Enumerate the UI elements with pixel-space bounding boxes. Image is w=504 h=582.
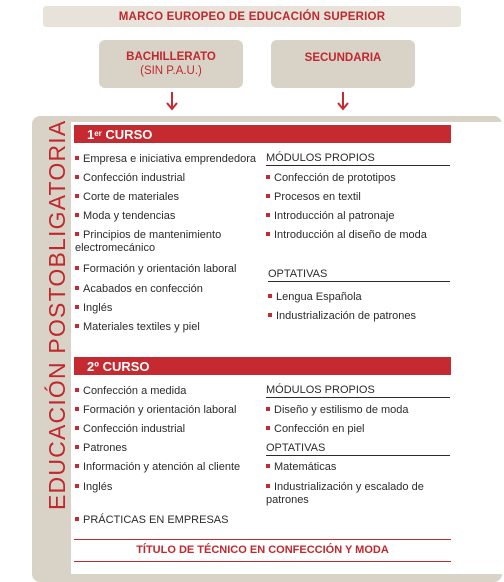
list-item: Corte de materiales [75, 191, 179, 204]
entry-title: SECUNDARIA [304, 52, 382, 64]
list-item: Confección a medida [75, 385, 186, 398]
optional-heading: OPTATIVAS [268, 268, 450, 282]
bullet-icon [75, 484, 79, 488]
list-item: Diseño y estilismo de moda [266, 404, 409, 417]
entry-box-secundaria [271, 40, 415, 88]
course1-number: 1 [87, 126, 95, 142]
practice-item: PRÁCTICAS EN EMPRESAS [75, 514, 228, 527]
list-item: Principios de mantenimiento electromecánico [75, 229, 222, 254]
bullet-icon [266, 484, 270, 488]
entry-subtitle: (SIN P.A.U.) [140, 65, 202, 77]
bullet-icon [75, 286, 79, 290]
course2-header: 2º CURSO [74, 357, 451, 375]
list-item: Confección industrial [75, 172, 185, 185]
list-item: Matemáticas [266, 461, 336, 474]
bullet-icon [75, 407, 79, 411]
bullet-icon [266, 232, 270, 236]
bullet-icon [75, 324, 79, 328]
bullet-icon [75, 175, 79, 179]
list-item: Materiales textiles y piel [75, 321, 200, 334]
list-item: Empresa e iniciativa emprendedora [75, 153, 256, 166]
down-arrow-icon [165, 92, 179, 112]
footer-title: TÍTULO DE TÉCNICO EN CONFECCIÓN Y MODA [136, 544, 389, 556]
entry-title: BACHILLERATO [126, 51, 216, 63]
bullet-icon [75, 517, 79, 521]
bullet-icon [75, 445, 79, 449]
bullet-icon [75, 388, 79, 392]
divider [74, 561, 451, 562]
bullet-icon [266, 407, 270, 411]
list-item: Introducción al diseño de moda [266, 229, 427, 242]
list-item: Confección en piel [266, 423, 365, 436]
list-item: Inglés [75, 302, 112, 315]
modules-heading: MÓDULOS PROPIOS [266, 152, 450, 166]
list-item: Inglés [75, 481, 112, 494]
list-item: Lengua Española [268, 291, 362, 304]
course1-word: CURSO [101, 126, 153, 142]
list-item: Introducción al patronaje [266, 210, 394, 223]
list-item: Patrones [75, 442, 127, 455]
down-arrow-icon [336, 92, 350, 112]
bullet-icon [75, 213, 79, 217]
bullet-icon [268, 313, 272, 317]
course1-superscript: er [94, 128, 102, 138]
bullet-icon [75, 464, 79, 468]
list-item: Confección industrial [75, 423, 185, 436]
list-item: Industrialización y escalado de patrones [266, 481, 424, 506]
bullet-icon [75, 156, 79, 160]
optional-heading: OPTATIVAS [266, 442, 450, 456]
bullet-icon [75, 305, 79, 309]
modules-heading: MÓDULOS PROPIOS [266, 384, 450, 398]
bullet-icon [75, 426, 79, 430]
bullet-icon [75, 232, 79, 236]
divider [74, 539, 451, 540]
entry-box-bachillerato [99, 40, 243, 88]
list-item: Información y atención al cliente [75, 461, 240, 474]
list-item: Industrialización de patrones [268, 310, 416, 323]
list-item: Confección de prototipos [266, 172, 396, 185]
bullet-icon [75, 194, 79, 198]
list-item: Formación y orientación laboral [75, 263, 236, 276]
connector-stem [255, 576, 259, 582]
list-item: Procesos en textil [266, 191, 361, 204]
list-item: Formación y orientación laboral [75, 404, 236, 417]
bullet-icon [268, 294, 272, 298]
side-label: EDUCACIÓN POSTOBLIGATORIA [44, 119, 70, 510]
bullet-icon [266, 464, 270, 468]
course1-header [74, 125, 451, 143]
list-item: Moda y tendencias [75, 210, 175, 223]
bullet-icon [266, 426, 270, 430]
bullet-icon [266, 175, 270, 179]
bullet-icon [266, 213, 270, 217]
bullet-icon [266, 194, 270, 198]
bullet-icon [75, 266, 79, 270]
framework-banner: MARCO EUROPEO DE EDUCACIÓN SUPERIOR [43, 6, 461, 27]
list-item: Acabados en confección [75, 283, 203, 296]
